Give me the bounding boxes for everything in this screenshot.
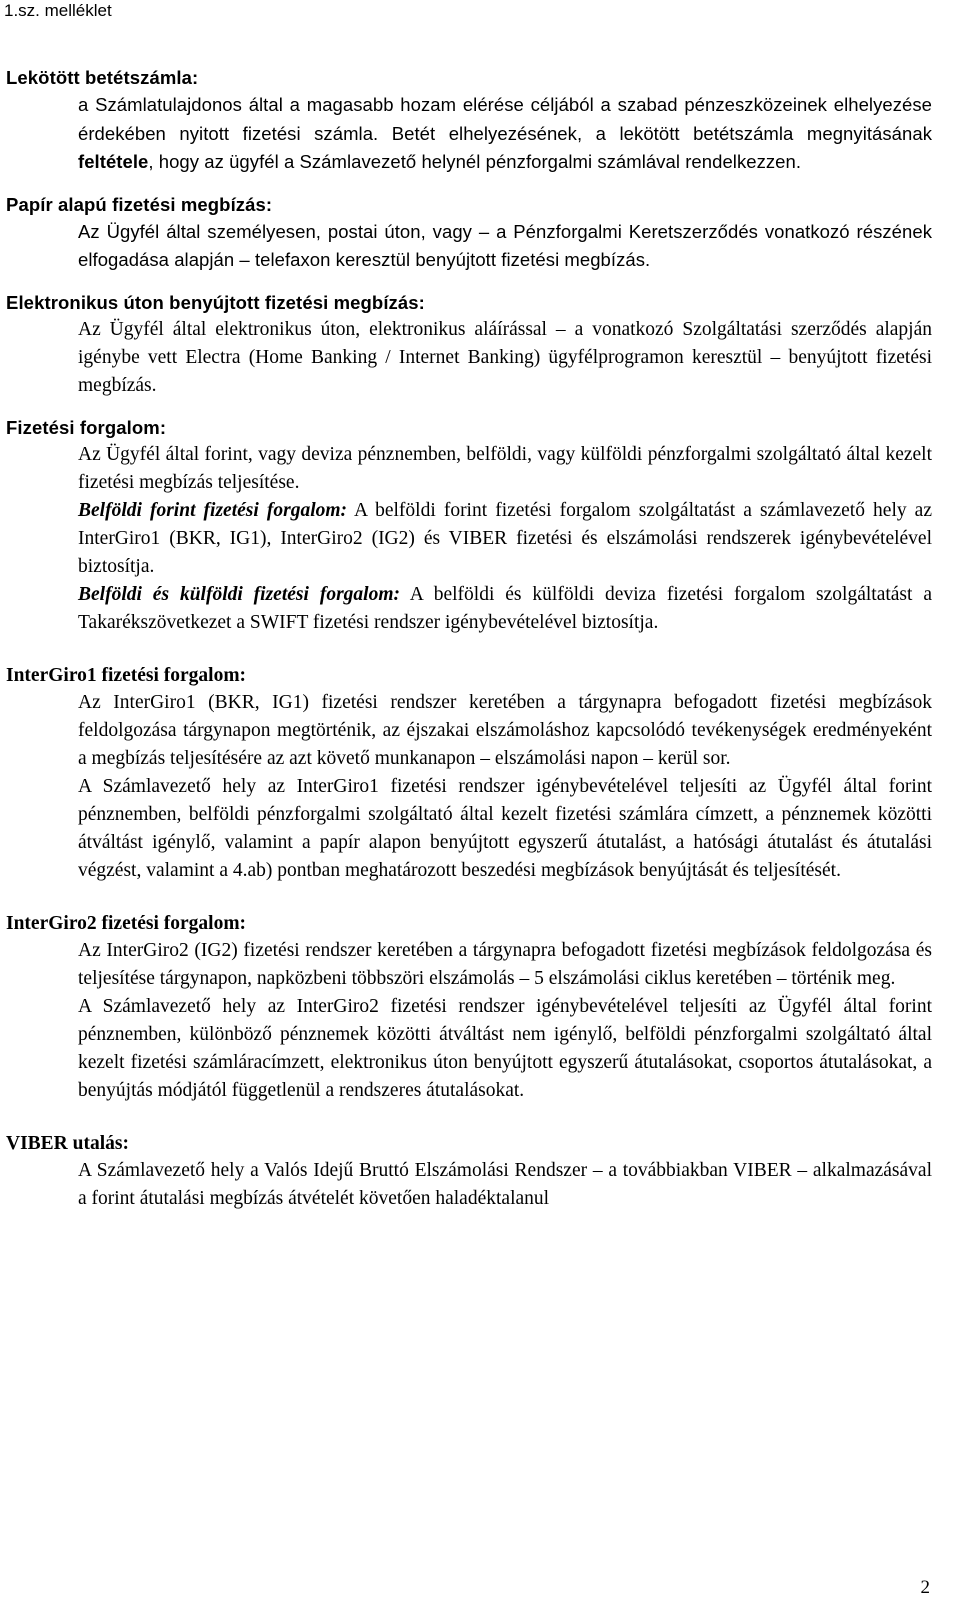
section-heading: Papír alapú fizetési megbízás: [6, 193, 273, 215]
section-text [78, 91, 932, 177]
section-heading: InterGiro2 fizetési forgalom: [6, 912, 247, 934]
section-heading: Elektronikus úton benyújtott fizetési megbízás: [6, 291, 425, 313]
subsection-belfoldi-kulfoldi [78, 581, 932, 637]
subsection-belfoldi-forint [78, 497, 932, 581]
section-heading: Lekötött betétszámla: [6, 67, 199, 88]
subsection-text: A belföldi és külföldi deviza fizetési forgalom szolgáltatást a Takarékszövetkezet a SWIFT fizetési rendszer igénybevételével biztosítja. [78, 583, 932, 633]
section-text: A Számlavezető hely a Valós Idejű Bruttó Elszámolási Rendszer – a továbbiakban VIBER – alkalmazásával a forint átutalási megbízás átvételét követően haladéktalanul [78, 1159, 932, 1209]
section-elektronikus [6, 289, 932, 400]
section-heading: VIBER utalás: [6, 1132, 129, 1154]
section-text: Az Ügyfél által személyesen, postai úton, vagy – a Pénzforgalmi Keretszerződés vonatkozó részének elfogadása alapján – telefaxon keresztül benyújtott fizetési megbízás. [78, 220, 932, 270]
text-fragment: a Számlatulajdonos által a magasabb hozam elérése céljából a szabad pénzeszközeinek elhelyezése érdekében nyitott fizetési számla. Betét elhelyezésének, a lekötött betétszámla megnyitásának [78, 94, 932, 144]
section-viber [6, 1130, 932, 1213]
section-heading: Fizetési forgalom: [6, 416, 167, 438]
section-intergiro1 [6, 662, 932, 885]
section-text: A Számlavezető hely az InterGiro1 fizetési rendszer igénybevételével teljesíti az Ügyfél által forint pénznemben, belföldi pénzforgalmi szolgáltató által kezelt fizetési számlára címzett, a pénznemek közötti átváltást igénylő, valamint a papír alapon benyújtott egyszerű átutalást, a hatósági átutalást és átutalási végzést, valamint a 4.ab) pontban meghatározott beszedési megbízások benyújtását és teljesítését. [78, 775, 932, 881]
page-number: 2 [920, 1577, 930, 1598]
section-heading: InterGiro1 fizetési forgalom: [6, 664, 247, 686]
page-header: 1.sz. melléklet [4, 1, 112, 20]
subsection-label: Belföldi forint fizetési forgalom: [78, 499, 348, 521]
section-text: Az InterGiro1 (BKR, IG1) fizetési rendszer keretében a tárgynapra befogadott fizetési megbízások feldolgozása tárgynapon megtörténik, az éjszakai elszámoláshoz kapcsolódó tevékenységek eredményeként a megbízás teljesítésére az azt követő munkanapon – elszámolási napon – kerül sor. [78, 691, 932, 769]
subsection-text: A belföldi forint fizetési forgalom szolgáltatást a számlavezető hely az InterGiro1 (BKR, IG1), InterGiro2 (IG2) és VIBER fizetési és elszámolási rendszerek igénybevételével biztosítja. [78, 499, 932, 577]
section-text: A Számlavezető hely az InterGiro2 fizetési rendszer igénybevételével teljesíti az Ügyfél által forint pénznemben, különböző pénznemek közötti átváltást nem igénylő, belföldi pénzforgalmi szolgáltató által kezelt fizetési számláracímzett, elektronikus úton benyújtott egyszerű átutalásokat, csoportos átutalásokat, a benyújtás módjától függetlenül a rendszeres átutalásokat. [78, 995, 932, 1101]
section-lekotott-betetszamla [6, 64, 932, 177]
document-body [6, 64, 932, 1213]
section-text: Az Ügyfél által forint, vagy deviza pénznemben, belföldi, vagy külföldi pénzforgalmi szolgáltató által kezelt fizetési megbízás teljesítése. [78, 443, 932, 493]
bold-term: feltétele [78, 151, 149, 172]
section-text: Az InterGiro2 (IG2) fizetési rendszer keretében a tárgynapra befogadott fizetési megbízások feldolgozása és teljesítése tárgynapon, napközbeni többszöri elszámolás – 5 elszámolási ciklus keretében – történik meg. [78, 939, 932, 989]
text-fragment: , hogy az ügyfél a Számlavezető helynél pénzforgalmi számlával rendelkezzen. [148, 151, 802, 172]
section-text: Az Ügyfél által elektronikus úton, elektronikus aláírással – a vonatkozó Szolgáltatási szerződés alapján igénybe vett Electra (Home Banking / Internet Banking) ügyfélprogramon keresztül – benyújtott fizetési megbízás. [78, 318, 932, 396]
section-intergiro2 [6, 910, 932, 1105]
section-papir-alapu [6, 191, 932, 275]
section-fizetesi-forgalom [6, 414, 932, 637]
subsection-label: Belföldi és külföldi fizetési forgalom: [78, 583, 400, 605]
